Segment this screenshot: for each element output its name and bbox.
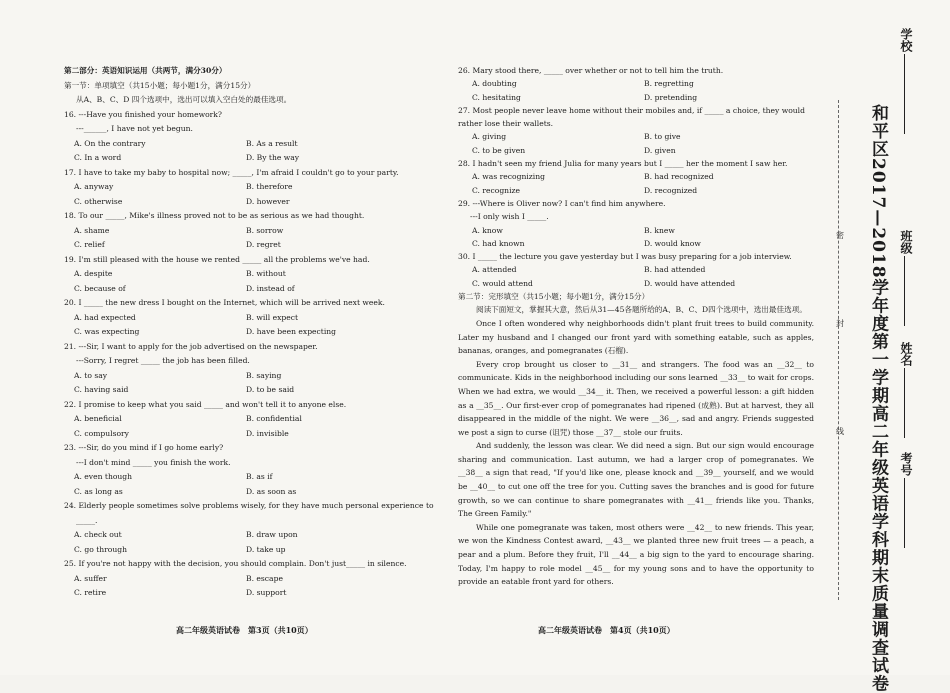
option-row [64, 180, 450, 195]
option-row [64, 151, 450, 166]
option-choice: B. to give [644, 132, 681, 142]
option-choice: D. recognized [644, 185, 698, 195]
option-choice: D. instead of [246, 283, 295, 293]
question-text: 18. To our _____, Mike's illness proved not to be as serious as we had thought. [64, 211, 365, 220]
question-text: 19. I'm still pleased with the house we rented _____ all the problems we've had. [64, 254, 370, 264]
option-row [64, 412, 450, 427]
question-text: _____. [76, 515, 98, 525]
option-choice: B. confidential [246, 414, 302, 423]
option-choice: D. pretending [644, 92, 698, 102]
option-choice: D. By the way [246, 153, 300, 162]
option-choice: A. despite [74, 269, 113, 278]
option-row [64, 470, 450, 485]
option-choice: A. know [472, 225, 503, 235]
question-text: rather lose their wallets. [458, 119, 554, 129]
option-choice: B. As a result [246, 138, 298, 148]
seal-mark: 线 [836, 427, 844, 436]
option-row [458, 130, 814, 143]
question-text: 21. ---Sir, I want to apply for the job advertised on the newspaper. [64, 341, 318, 351]
option-choice: C. as long as [74, 486, 123, 496]
option-choice: A. attended [472, 265, 517, 275]
option-choice: A. anyway [74, 182, 114, 191]
option-choice: B. will expect [246, 312, 299, 322]
question-text: 17. I have to take my baby to hospital now; _____, I'm afraid I couldn't go to your party. [64, 167, 399, 177]
option-choice: C. would attend [472, 278, 533, 288]
option-choice: D. invisible [246, 428, 289, 438]
subsection-title: 第一节：单项填空（共15小题；每小题1分，满分15分） [64, 80, 256, 90]
option-choice: D. to be said [246, 385, 295, 394]
question-text: ---I don't mind _____ you finish the work. [76, 457, 231, 467]
option-choice: B. sorrow [246, 225, 284, 235]
option-choice: C. compulsory [74, 428, 129, 438]
binding-margin [836, 28, 920, 693]
option-row [64, 238, 450, 253]
option-choice: C. had known [472, 238, 525, 248]
option-row [64, 137, 450, 152]
passage-paragraph: Once I often wondered why neighborhoods didn't plant fruit trees to build community. Later my husband and I changed our front yard with something eatable, such as apples, bananas, oranges, and pomegranates (石榴). [458, 318, 814, 356]
option-row [458, 277, 814, 290]
option-row [458, 263, 814, 276]
option-choice: D. given [644, 145, 676, 155]
option-choice: C. retire [74, 588, 107, 597]
option-choice: B. knew [644, 225, 675, 235]
option-choice: C. having said [74, 385, 129, 394]
school-label: 学校 [899, 28, 913, 52]
section-title: 第二部分：英语知识运用（共两节，满分30分） [64, 66, 227, 75]
right-column [458, 64, 814, 589]
question-text: 23. ---Sir, do you mind if I go home early? [64, 443, 224, 452]
option-choice: B. had attended [644, 265, 706, 275]
school-field[interactable] [904, 54, 905, 134]
passage-paragraph: Every crop brought us closer to __31__ and strangers. The food was an __32__ to communicate. Kids in the neighborhood including our sons learned __33__ to wait for crops. When we had extra, we would __34__ it. Then, we received a powerful lesson: a gift hidden as a __35__. Our first-ever crop of pomegranates had ripened (成熟). But at harvest, they all disappeared in the middle of the night. We were __36__, sad and angry. Friends suggested we post a sign to curse (诅咒) those __37__ stole our fruits. [458, 359, 814, 437]
passage-paragraph: While one pomegranate was taken, most others were __42__ to new friends. This year, we won the Kindness Contest award, __43__ we planted three new fruit trees — a peach, a pear and a plum. Before they fruit, I'll __44__ a big sign to the yard to encourage sharing. Today, I'm happy to role model __45__ for my young sons and to have the opportunity to provide an eatable front yard for others. [458, 522, 814, 587]
option-choice: B. draw upon [246, 530, 298, 539]
option-row [64, 224, 450, 239]
option-choice: D. however [246, 196, 290, 206]
option-choice: B. regretting [644, 79, 694, 89]
page-footer-right: 高二年级英语试卷 第4页（共10页） [538, 625, 675, 635]
option-row [458, 91, 814, 104]
option-choice: C. go through [74, 544, 128, 554]
option-choice: D. support [246, 588, 287, 597]
option-row [458, 77, 814, 90]
question-text: 22. I promise to keep what you said _____ and won't tell it to anyone else. [64, 399, 347, 409]
option-row [458, 224, 814, 237]
option-choice: D. would know [644, 238, 701, 248]
option-row [64, 325, 450, 340]
option-choice: A. On the contrary [74, 138, 146, 148]
passage-paragraph: And suddenly, the lesson was clear. We did need a sign. But our sign would encourage sharing and communication. Last autumn, we had a larger crop of pomegranates. We __38__ a sign that read, "If you'd like one, please knock and __39__ yourself, and we would be __40__ to cut one off the tree for you. Cutting saves the branches and is good for future growth, so we can continue to share pomegranates with __41__ friends like you. Thanks, The Green Family." [458, 441, 814, 519]
option-choice: A. shame [74, 225, 110, 235]
question-text: 29. ---Where is Oliver now? I can't find him anywhere. [458, 198, 666, 208]
name-label: 姓名 [899, 342, 913, 366]
question-text: ---Sorry, I regret _____ the job has been filled. [76, 356, 250, 365]
option-choice: A. giving [472, 132, 507, 142]
option-choice: A. beneficial [74, 414, 122, 423]
option-choice: A. doubting [472, 79, 517, 89]
seal-mark: 密 [836, 231, 844, 240]
option-choice: C. was expecting [74, 327, 140, 336]
option-row [64, 572, 450, 587]
instruction: 从A、B、C、D 四个选项中，选出可以填入空白处的最佳选项。 [76, 95, 292, 104]
option-row [64, 427, 450, 442]
question-text: 16. ---Have you finished your homework? [64, 109, 222, 119]
option-choice: A. check out [74, 530, 122, 539]
option-row [64, 282, 450, 297]
option-row [458, 170, 814, 183]
option-row [64, 528, 450, 543]
cloze-instruction: 阅读下面短文，掌握其大意，然后从31—45各题所给的A、B、C、D四个选项中，选出最佳选项。 [476, 305, 807, 315]
option-row [64, 369, 450, 384]
option-row [458, 144, 814, 157]
option-choice: D. regret [246, 240, 281, 249]
option-choice: C. In a word [74, 153, 122, 162]
option-row [458, 184, 814, 197]
question-text: 27. Most people never leave home without their mobiles and, if _____ a choice, they would [458, 105, 805, 115]
option-choice: C. otherwise [74, 196, 123, 206]
page-footer-left: 高二年级英语试卷 第3页（共10页） [176, 625, 313, 635]
option-choice: D. would have attended [644, 278, 736, 288]
option-choice: D. have been expecting [246, 327, 337, 336]
option-choice: C. relief [74, 240, 105, 249]
question-text: 28. I hadn't seen my friend Julia for many years but I _____ her the moment I saw her. [458, 159, 788, 169]
option-row [64, 311, 450, 326]
option-choice: A. had expected [74, 312, 136, 322]
option-choice: C. recognize [472, 185, 520, 195]
cloze-section-title: 第二节：完形填空（共15小题；每小题1分，满分15分） [458, 292, 650, 302]
left-column [64, 64, 450, 601]
option-choice: B. saying [246, 370, 282, 380]
question-text: ---I only wish I _____. [470, 212, 549, 222]
option-row [64, 383, 450, 398]
option-choice: B. escape [246, 573, 283, 583]
option-choice: A. even though [74, 472, 133, 481]
option-choice: B. therefore [246, 182, 293, 191]
name-field[interactable] [904, 368, 905, 438]
option-row [64, 267, 450, 282]
question-text: 20. I _____ the new dress I bought on the Internet, which will be arrived next week. [64, 298, 385, 307]
option-row [64, 485, 450, 500]
option-choice: C. because of [74, 283, 126, 293]
option-choice: A. was recognizing [472, 172, 545, 182]
question-text: 24. Elderly people sometimes solve problems wisely, for they have much personal experience to [64, 501, 434, 510]
option-choice: D. as soon as [246, 486, 297, 496]
option-choice: B. as if [246, 472, 273, 481]
question-text: ---______, I have not yet begun. [76, 124, 193, 133]
class-label: 班级 [899, 230, 913, 254]
option-row [64, 543, 450, 558]
option-choice: B. had recognized [644, 172, 714, 182]
seal-line [838, 100, 839, 600]
option-row [64, 195, 450, 210]
class-field[interactable] [904, 256, 905, 326]
option-choice: C. hesitating [472, 92, 521, 102]
question-text: 30. I _____ the lecture you gave yesterday but I was busy preparing for a job interview. [458, 252, 792, 262]
option-choice: B. without [246, 269, 286, 278]
exam-title-vertical: 和平区2017—2018学年度第一学期高二年级英语学科期末质量调查试卷 [868, 104, 888, 693]
option-choice: A. suffer [74, 573, 107, 583]
option-choice: D. take up [246, 544, 286, 554]
option-row [458, 237, 814, 250]
id-field[interactable] [904, 478, 905, 548]
option-choice: C. to be given [472, 145, 526, 155]
question-text: 25. If you're not happy with the decision, you should complain. Don't just_____ in silence. [64, 559, 407, 568]
question-text: 26. Mary stood there, _____ over whether or not to tell him the truth. [458, 66, 724, 75]
option-row [64, 586, 450, 601]
id-label: 考号 [899, 452, 913, 476]
seal-mark: 封 [836, 319, 844, 328]
option-choice: A. to say [74, 370, 108, 380]
